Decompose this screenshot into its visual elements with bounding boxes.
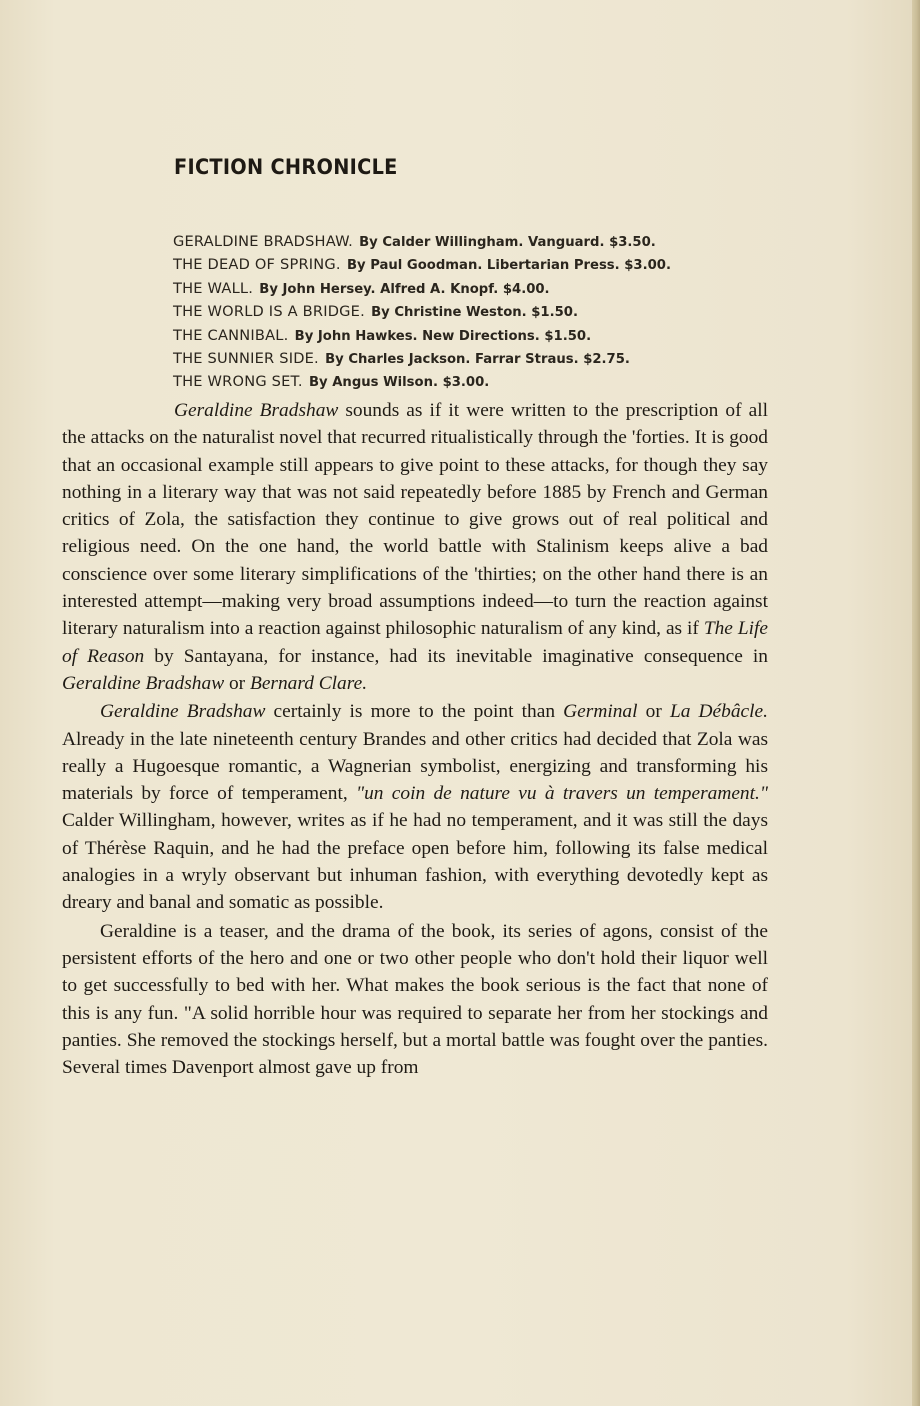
book-list bbox=[173, 230, 671, 394]
book-details: By Paul Goodman. Libertarian Press. $3.00. bbox=[346, 258, 671, 274]
paragraph-text: or bbox=[637, 701, 670, 723]
page-title: FICTION CHRONICLE bbox=[174, 155, 398, 179]
book-details: By Angus Wilson. $3.00. bbox=[308, 375, 490, 391]
paragraph-text: sounds as if it were written to the prescription of all the attacks on the naturalist novel that recurred ritualistically through the 'forties. It is good that an occasional example still appears to give point to these attacks, for though they say nothing in a literary way that was not said repeatedly before 1885 by French and German critics of Zola, the satisfaction they continue to give grows out of real political and religious need. On the one hand, the world battle with Stalinism keeps alive a bad conscience over some literary simplifications of the 'thirties; on the other hand there is an interested attempt—making very broad assumptions indeed—to turn the reaction against literary naturalism into a reaction against philosophic naturalism of any kind, as if bbox=[62, 400, 768, 640]
paragraph-text: Calder Willingham, however, writes as if he had no temperament, and it was still the days of Thérèse Raquin, and he had the preface open before him, following its false medical analogies in a wryly observant but inhuman fashion, with everything devotedly kept as dreary and banal and somatic as possible. bbox=[62, 810, 768, 914]
italic-title: Geraldine Bradshaw bbox=[62, 672, 225, 694]
book-entry bbox=[173, 347, 671, 370]
book-entry bbox=[173, 230, 671, 253]
paragraph-text: Already in the late nineteenth century Brandes and other critics had decided that Zola was really a Hugoesque romantic, a Wagnerian symbolist, energizing and transforming his materials by force of temperament, bbox=[62, 728, 768, 805]
book-title: THE DEAD OF SPRING. bbox=[173, 256, 341, 274]
book-details: By John Hersey. Alfred A. Knopf. $4.00. bbox=[259, 281, 550, 297]
italic-title: Germinal bbox=[563, 701, 638, 723]
paragraph bbox=[62, 698, 768, 916]
book-title: THE WORLD IS A BRIDGE. bbox=[173, 303, 365, 321]
book-title: GERALDINE BRADSHAW. bbox=[173, 233, 353, 250]
book-entry bbox=[173, 253, 671, 276]
italic-title: Geraldine Bradshaw bbox=[174, 400, 339, 421]
italic-title: The Life of Reason bbox=[62, 618, 768, 667]
paragraph bbox=[62, 397, 768, 697]
italic-quote: "un coin de nature vu à travers un temperament." bbox=[355, 783, 768, 805]
book-entry bbox=[173, 324, 671, 347]
book-details: By John Hawkes. New Directions. $1.50. bbox=[294, 328, 592, 344]
book-entry bbox=[173, 300, 671, 323]
italic-title: Geraldine Bradshaw bbox=[100, 701, 266, 723]
paragraph: Geraldine is a teaser, and the drama of the book, its series of agons, consist of the persistent efforts of the hero and one or two other people who don't hold their liquor well to get successfully to bed with her. What makes the book serious is the fact that none of this is any fun. "A solid horrible hour was required to separate her from her stockings and panties. She removed the stockings herself, but a mortal battle was fought over the panties. Several times Davenport almost gave up from bbox=[62, 920, 768, 1079]
italic-title: Bernard Clare. bbox=[249, 672, 368, 694]
page-edge bbox=[912, 0, 920, 1406]
article-body bbox=[62, 397, 768, 1081]
book-title: THE WALL. bbox=[173, 279, 254, 297]
italic-title: La Débâcle. bbox=[669, 701, 769, 723]
book-title: THE SUNNIER SIDE. bbox=[173, 349, 319, 367]
book-title: THE WRONG SET. bbox=[173, 373, 303, 391]
book-entry bbox=[173, 277, 671, 300]
paragraph-text: by Santayana, for instance, had its inevitable imaginative consequence in bbox=[144, 645, 768, 667]
book-title: THE CANNIBAL. bbox=[173, 326, 289, 344]
book-details: By Christine Weston. $1.50. bbox=[371, 305, 578, 321]
paragraph-text: or bbox=[224, 672, 250, 694]
book-details: By Charles Jackson. Farrar Straus. $2.75. bbox=[325, 351, 630, 367]
paragraph-text: certainly is more to the point than bbox=[265, 701, 564, 723]
book-details: By Calder Willingham. Vanguard. $3.50. bbox=[359, 235, 656, 250]
book-entry bbox=[173, 370, 671, 393]
